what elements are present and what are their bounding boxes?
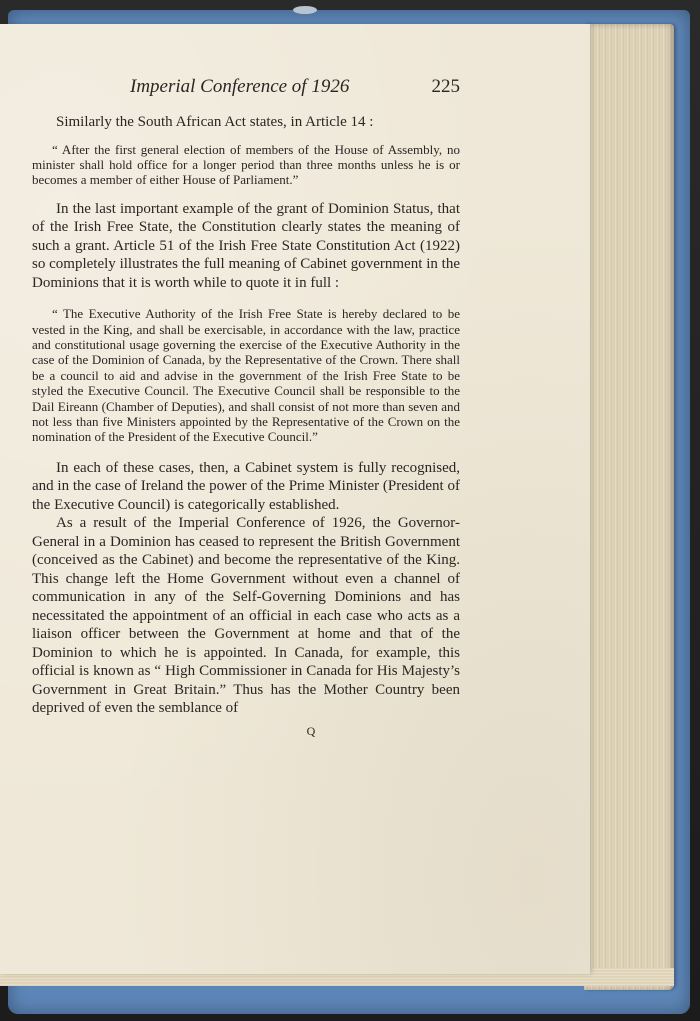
- binding-mark: [293, 6, 317, 14]
- cabinet-system-paragraph: In each of these cases, then, a Cabinet system is fully recognised, and in the case of Ireland the power of the Prime Minister (President of the Executive Council) is categorically established.: [32, 459, 460, 513]
- article-51-quote: “ The Executive Authority of the Irish Free State is hereby declared to be vested in the King, and shall be exercisable, in accordance with the law, practice and constitutional usage governing the exercise of the Executive Authority in the case of the Dominion of Canada, by the Representative of the Crown. There shall be a council to aid and advise in the government of the Irish Free State to be styled the Executive Council. The Executive Council shall be responsible to the Dail Eireann (Chamber of Deputies), and shall consist of not more than seven and not less than five Ministers appointed by the Representative of the Crown on the nomination of the President of the Executive Council.”: [32, 306, 460, 445]
- page-block-edges: [584, 24, 674, 990]
- intro-paragraph: Similarly the South African Act states, in Article 14 :: [56, 114, 374, 130]
- irish-free-state-paragraph: In the last important example of the grant of Dominion Status, that of the Irish Free State, the Constitution clearly states the meaning of such a grant. Article 51 of the Irish Free State Constitution Act (1922) so completely illustrates the full meaning of Cabinet government in the Dominions that it is worth while to quote it in full :: [32, 200, 460, 291]
- signature-mark: Q: [306, 723, 316, 738]
- south-african-act-quote: “ After the first general election of members of the House of Assembly, no minister shall hold office for a longer period than three months unless he is or becomes a member of either House of Parliament.”: [32, 141, 460, 188]
- page-text-block: [32, 76, 460, 739]
- book-page: [0, 24, 590, 974]
- imperial-conference-paragraph: As a result of the Imperial Conference of 1926, the Governor-General in a Dominion has ceased to represent the British Government (conceived as the Cabinet) and become the representative of the King. This change left the Home Government without even a channel of communication in any of the Self-Governing Dominions and has necessitated the appointment of an official in each case who acts as a liaison officer between the Government at home and that of the Dominion to which he is appointed. In Canada, for example, this official is known as “ High Commissioner in Canada for His Majesty’s Government in Great Britain.” Thus has the Mother Country been deprived of even the semblance of: [32, 515, 460, 717]
- running-head: [32, 76, 460, 104]
- running-head-title: Imperial Conference of 1926: [130, 76, 350, 97]
- page-number: 225: [431, 76, 460, 97]
